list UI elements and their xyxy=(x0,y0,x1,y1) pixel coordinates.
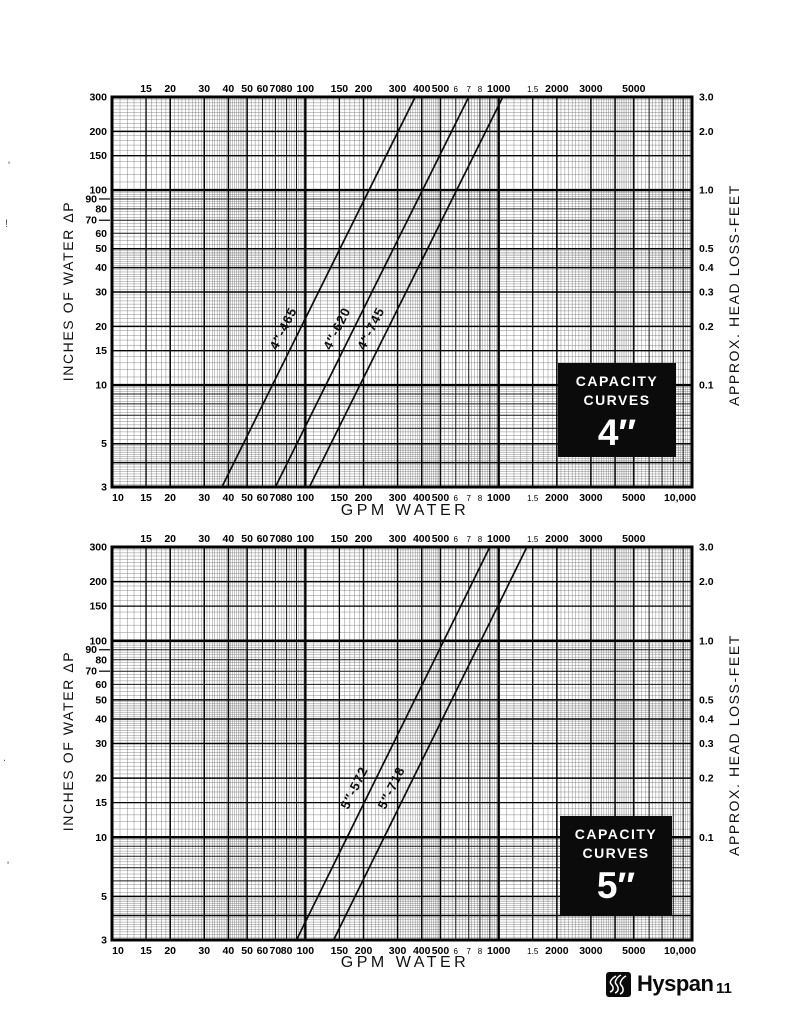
x-tick-bottom: 300 xyxy=(388,945,407,957)
x-tick-bottom: 100 xyxy=(296,945,315,957)
x-tick-bottom: 70 xyxy=(269,492,282,504)
x-tick-top: 300 xyxy=(388,533,407,545)
x-tick-top: 1000 xyxy=(486,533,511,545)
y-tick-right: 0.5 xyxy=(699,694,714,707)
x-tick-top: 1.5 xyxy=(527,85,539,94)
x-tick-top: 2000 xyxy=(545,533,569,545)
x-tick-bottom: 150 xyxy=(330,492,349,504)
y-tick-left: 90 xyxy=(85,193,97,206)
x-tick-top: 500 xyxy=(431,83,450,95)
y-tick-left: 20 xyxy=(95,772,107,785)
x-tick-top: 40 xyxy=(222,533,235,545)
y2-axis-title-5in: APPROX. HEAD LOSS-FEET xyxy=(726,634,742,856)
y-tick-right: 0.5 xyxy=(699,243,714,256)
x-tick-bottom: 1.5 xyxy=(527,494,539,503)
x-axis-title-5in: GPM WATER xyxy=(340,954,470,971)
y-tick-left: 300 xyxy=(89,541,107,554)
y-tick-left: 30 xyxy=(95,286,107,299)
y-tick-right: 0.1 xyxy=(699,379,714,392)
y2-axis-title-4in: APPROX. HEAD LOSS-FEET xyxy=(726,184,742,406)
x-tick-bottom: 50 xyxy=(241,945,253,957)
x-tick-bottom: 80 xyxy=(280,945,293,957)
x-tick-bottom: 150 xyxy=(330,945,349,957)
x-tick-top: 300 xyxy=(388,83,407,95)
curve-label: 4″-465 xyxy=(266,304,300,353)
y-tick-left: 20 xyxy=(95,320,107,333)
y-tick-left: 15 xyxy=(95,345,107,358)
x-tick-top: 8 xyxy=(477,535,483,544)
y-tick-right: 0.2 xyxy=(699,320,714,333)
y-axis-title-4in: INCHES OF WATER ΔP xyxy=(60,200,76,382)
badge-line1: CAPACITY xyxy=(574,826,658,842)
y-tick-left: 5 xyxy=(101,890,107,903)
x-tick-bottom: 50 xyxy=(241,492,253,504)
y-tick-left: 50 xyxy=(95,243,107,256)
x-tick-bottom: 30 xyxy=(198,492,211,504)
x-tick-bottom: 80 xyxy=(280,492,293,504)
x-tick-top: 50 xyxy=(241,83,253,95)
x-tick-top: 1000 xyxy=(486,83,511,95)
x-tick-bottom: 70 xyxy=(269,945,282,957)
y-axis-title-5in: INCHES OF WATER ΔP xyxy=(60,650,76,832)
capacity-badge-5in xyxy=(560,816,672,916)
y-tick-left: 200 xyxy=(89,576,107,589)
curve-label: 5″-572 xyxy=(337,763,371,812)
badge-size: 5″ xyxy=(596,865,636,906)
scan-mark: . xyxy=(3,752,7,764)
x-tick-bottom: 400 xyxy=(412,492,431,504)
x-tick-bottom: 10 xyxy=(112,945,124,957)
y-tick-left: 15 xyxy=(95,797,107,810)
y-tick-left: 40 xyxy=(95,262,107,275)
x-tick-bottom: 500 xyxy=(431,945,450,957)
y-tick-right: 1.0 xyxy=(699,184,714,197)
y-tick-left: 100 xyxy=(89,635,107,648)
x-tick-top: 400 xyxy=(412,533,431,545)
y-tick-left: 5 xyxy=(101,438,107,451)
x-tick-bottom: 1000 xyxy=(486,945,511,957)
x-tick-bottom: 20 xyxy=(164,945,177,957)
x-tick-bottom: 8 xyxy=(477,947,483,956)
x-tick-top: 60 xyxy=(256,83,269,95)
x-tick-top: 5000 xyxy=(622,533,646,545)
x-tick-bottom: 300 xyxy=(388,492,407,504)
x-tick-top: 7 xyxy=(466,535,471,544)
y-tick-left: 100 xyxy=(89,184,107,197)
y-tick-left: 150 xyxy=(89,600,107,613)
scan-mark: ' xyxy=(8,160,11,172)
x-tick-top: 70 xyxy=(269,83,282,95)
y-tick-left: 30 xyxy=(95,738,107,750)
x-tick-bottom: 400 xyxy=(412,945,431,957)
x-tick-bottom: 3000 xyxy=(579,945,603,957)
x-tick-bottom: 5000 xyxy=(622,492,646,504)
y-tick-right: 3.0 xyxy=(699,541,714,554)
y-tick-left: 50 xyxy=(95,694,107,707)
x-tick-bottom: 40 xyxy=(222,945,235,957)
x-tick-bottom: 8 xyxy=(477,494,483,503)
x-tick-bottom: 1000 xyxy=(486,492,511,504)
x-tick-top: 100 xyxy=(296,83,315,95)
x-tick-top: 3000 xyxy=(579,533,603,545)
page-number: 11 xyxy=(716,980,732,997)
curve-label: 4″-745 xyxy=(353,304,388,353)
y-tick-left: 40 xyxy=(95,713,107,726)
x-tick-top: 400 xyxy=(412,83,431,95)
x-tick-bottom: 3000 xyxy=(579,492,603,504)
y-tick-left: 90 xyxy=(85,644,97,657)
y-tick-left: 200 xyxy=(89,125,107,138)
x-tick-bottom: 1.5 xyxy=(527,947,539,956)
y-tick-right: 0.3 xyxy=(699,286,714,299)
x-tick-bottom: 30 xyxy=(198,945,211,957)
x-tick-top: 6 xyxy=(453,85,459,94)
x-tick-bottom: 6 xyxy=(453,947,459,956)
x-tick-top: 3000 xyxy=(579,83,603,95)
y-tick-left: 70 xyxy=(85,665,97,678)
x-tick-top: 8 xyxy=(477,85,483,94)
y-tick-left: 3 xyxy=(101,934,107,947)
x-tick-bottom: 500 xyxy=(431,492,450,504)
x-tick-bottom: 15 xyxy=(140,492,152,504)
curve-label: 4″-620 xyxy=(319,304,354,353)
y-tick-left: 80 xyxy=(95,203,107,216)
brand-lockup xyxy=(606,971,713,997)
y-tick-right: 0.4 xyxy=(699,262,714,275)
y-tick-left: 150 xyxy=(89,150,107,163)
x-tick-bottom: 60 xyxy=(256,492,269,504)
y-tick-right: 0.3 xyxy=(699,738,714,750)
x-tick-bottom: 200 xyxy=(354,492,373,504)
x-tick-top: 2000 xyxy=(545,83,569,95)
x-tick-top: 40 xyxy=(222,83,235,95)
x-tick-top: 15 xyxy=(140,83,152,95)
x-tick-top: 150 xyxy=(330,533,349,545)
y-tick-right: 2.0 xyxy=(699,576,714,589)
x-tick-top: 30 xyxy=(198,83,211,95)
scan-mark: ' xyxy=(7,860,10,872)
x-tick-top: 80 xyxy=(280,533,293,545)
badge-size: 4″ xyxy=(597,412,637,453)
y-tick-right: 0.2 xyxy=(699,772,714,785)
x-tick-bottom: 6 xyxy=(453,494,459,503)
x-tick-top: 50 xyxy=(241,533,253,545)
x-tick-top: 150 xyxy=(330,83,349,95)
y-tick-right: 0.1 xyxy=(699,831,714,844)
brand-name: Hyspan xyxy=(637,971,714,996)
capacity-badge-4in xyxy=(558,363,676,457)
x-tick-bottom: 10,000 xyxy=(663,492,697,504)
x-tick-top: 7 xyxy=(466,85,471,94)
x-tick-top: 20 xyxy=(164,83,177,95)
x-tick-top: 500 xyxy=(431,533,450,545)
x-axis-title-4in: GPM WATER xyxy=(340,502,470,519)
y-tick-right: 0.4 xyxy=(699,713,714,726)
hyspan-logo-icon xyxy=(606,972,631,997)
x-tick-bottom: 100 xyxy=(296,492,315,504)
x-tick-top: 200 xyxy=(354,83,373,95)
x-tick-bottom: 2000 xyxy=(545,945,569,957)
x-tick-bottom: 10 xyxy=(112,492,124,504)
x-tick-bottom: 15 xyxy=(140,945,152,957)
y-tick-left: 3 xyxy=(101,481,107,494)
x-tick-top: 5000 xyxy=(622,83,646,95)
y-tick-right: 2.0 xyxy=(699,125,714,138)
x-tick-top: 80 xyxy=(280,83,293,95)
y-tick-left: 60 xyxy=(95,227,107,240)
scan-mark: ! xyxy=(5,218,9,230)
y-tick-left: 70 xyxy=(85,214,97,227)
x-tick-bottom: 7 xyxy=(466,947,471,956)
x-tick-bottom: 2000 xyxy=(545,492,569,504)
badge-line1: CAPACITY xyxy=(575,373,659,389)
x-tick-top: 100 xyxy=(296,533,315,545)
badge-line2: CURVES xyxy=(582,845,650,861)
x-tick-bottom: 60 xyxy=(256,945,269,957)
curve-label: 5″-718 xyxy=(374,763,409,812)
x-tick-top: 200 xyxy=(354,533,373,545)
y-tick-right: 3.0 xyxy=(699,91,714,104)
y-tick-left: 10 xyxy=(95,379,107,392)
x-tick-top: 15 xyxy=(140,533,152,545)
y-tick-left: 10 xyxy=(95,831,107,844)
x-tick-bottom: 20 xyxy=(164,492,177,504)
y-tick-left: 300 xyxy=(89,91,107,104)
x-tick-bottom: 10,000 xyxy=(663,945,697,957)
x-tick-top: 1.5 xyxy=(527,535,539,544)
x-tick-top: 20 xyxy=(164,533,177,545)
x-tick-bottom: 40 xyxy=(222,492,235,504)
x-tick-bottom: 7 xyxy=(466,494,471,503)
y-tick-left: 60 xyxy=(95,678,107,691)
y-tick-left: 80 xyxy=(95,654,107,667)
y-tick-right: 1.0 xyxy=(699,635,714,648)
badge-line2: CURVES xyxy=(583,392,651,408)
x-tick-bottom: 200 xyxy=(354,945,373,957)
x-tick-top: 70 xyxy=(269,533,282,545)
x-tick-top: 60 xyxy=(256,533,269,545)
x-tick-top: 6 xyxy=(453,535,459,544)
x-tick-top: 30 xyxy=(198,533,211,545)
x-tick-bottom: 5000 xyxy=(622,945,646,957)
